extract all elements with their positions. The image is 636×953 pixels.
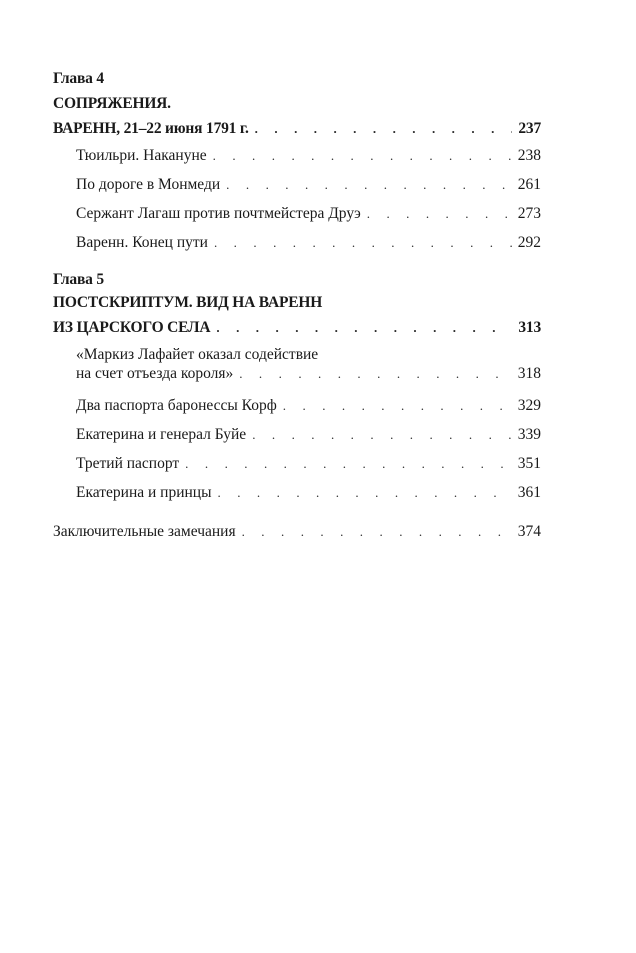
toc-entry: [76, 483, 541, 503]
conclusion-title: Заключительные замечания: [53, 523, 236, 540]
chapter-4-page: 237: [518, 120, 541, 137]
toc-entry-title: Сержант Лагаш против почтмейстера Друэ: [76, 205, 361, 222]
toc-entry-page: 273: [517, 205, 541, 222]
toc-entry-title: Екатерина и принцы: [76, 484, 212, 501]
chapter-5-title-line2: ИЗ ЦАРСКОГО СЕЛА: [53, 319, 211, 336]
toc-entry: [76, 175, 541, 195]
toc-entry-page: 339: [517, 426, 541, 443]
chapter-4-title-row: [53, 119, 541, 139]
chapter-4-title-line2: ВАРЕНН, 21–22 июня 1791 г.: [53, 120, 249, 137]
leader-dots: [255, 119, 513, 139]
toc-entry-title: на счет отъезда короля»: [76, 365, 234, 382]
toc-entry-title-line1: «Маркиз Лафайет оказал содействие: [76, 346, 319, 363]
chapter-5-title-line1: ПОСТСКРИПТУМ. ВИД НА ВАРЕНН: [53, 294, 323, 311]
toc-entry: [76, 146, 541, 166]
toc-entry-page: 261: [517, 176, 541, 193]
toc-entry-conclusion: [53, 522, 541, 542]
toc-entry-title: Два паспорта баронессы Корф: [76, 397, 277, 414]
leader-dots: [216, 318, 512, 338]
toc-entry-page: 361: [517, 484, 541, 501]
toc-entry: [76, 204, 541, 224]
chapter-5-label: Глава 5: [53, 271, 104, 288]
toc-entry-title: По дороге в Монмеди: [76, 176, 221, 193]
toc-entry-title: Екатерина и генерал Буйе: [76, 426, 247, 443]
toc-entry: [76, 454, 541, 474]
toc-entry-page: 351: [517, 455, 541, 472]
toc-entry: [76, 233, 541, 253]
toc-entry: [76, 364, 541, 384]
toc-entry-page: 329: [517, 397, 541, 414]
leader-dots: [218, 483, 512, 503]
chapter-4-label: Глава 4: [53, 70, 104, 87]
chapter-4-title-line1: СОПРЯЖЕНИЯ.: [53, 95, 171, 112]
toc-entry-title: Третий паспорт: [76, 455, 180, 472]
chapter-5-page: 313: [518, 319, 541, 336]
leader-dots: [185, 454, 512, 474]
leader-dots: [213, 146, 512, 166]
toc-entry-page: 238: [517, 147, 541, 164]
leader-dots: [226, 175, 512, 195]
conclusion-page: 374: [517, 523, 541, 540]
toc-entry-title: Варенн. Конец пути: [76, 234, 208, 251]
chapter-5-title-row: [53, 318, 541, 338]
leader-dots: [214, 233, 512, 253]
toc-entry: [76, 425, 541, 445]
toc-entry-title: Тюильри. Накануне: [76, 147, 207, 164]
toc-entry: [76, 396, 541, 416]
leader-dots: [242, 522, 512, 542]
leader-dots: [367, 204, 512, 224]
leader-dots: [239, 364, 512, 384]
leader-dots: [283, 396, 512, 416]
toc-entry-page: 318: [517, 365, 541, 382]
leader-dots: [252, 425, 512, 445]
toc-entry-page: 292: [517, 234, 541, 251]
